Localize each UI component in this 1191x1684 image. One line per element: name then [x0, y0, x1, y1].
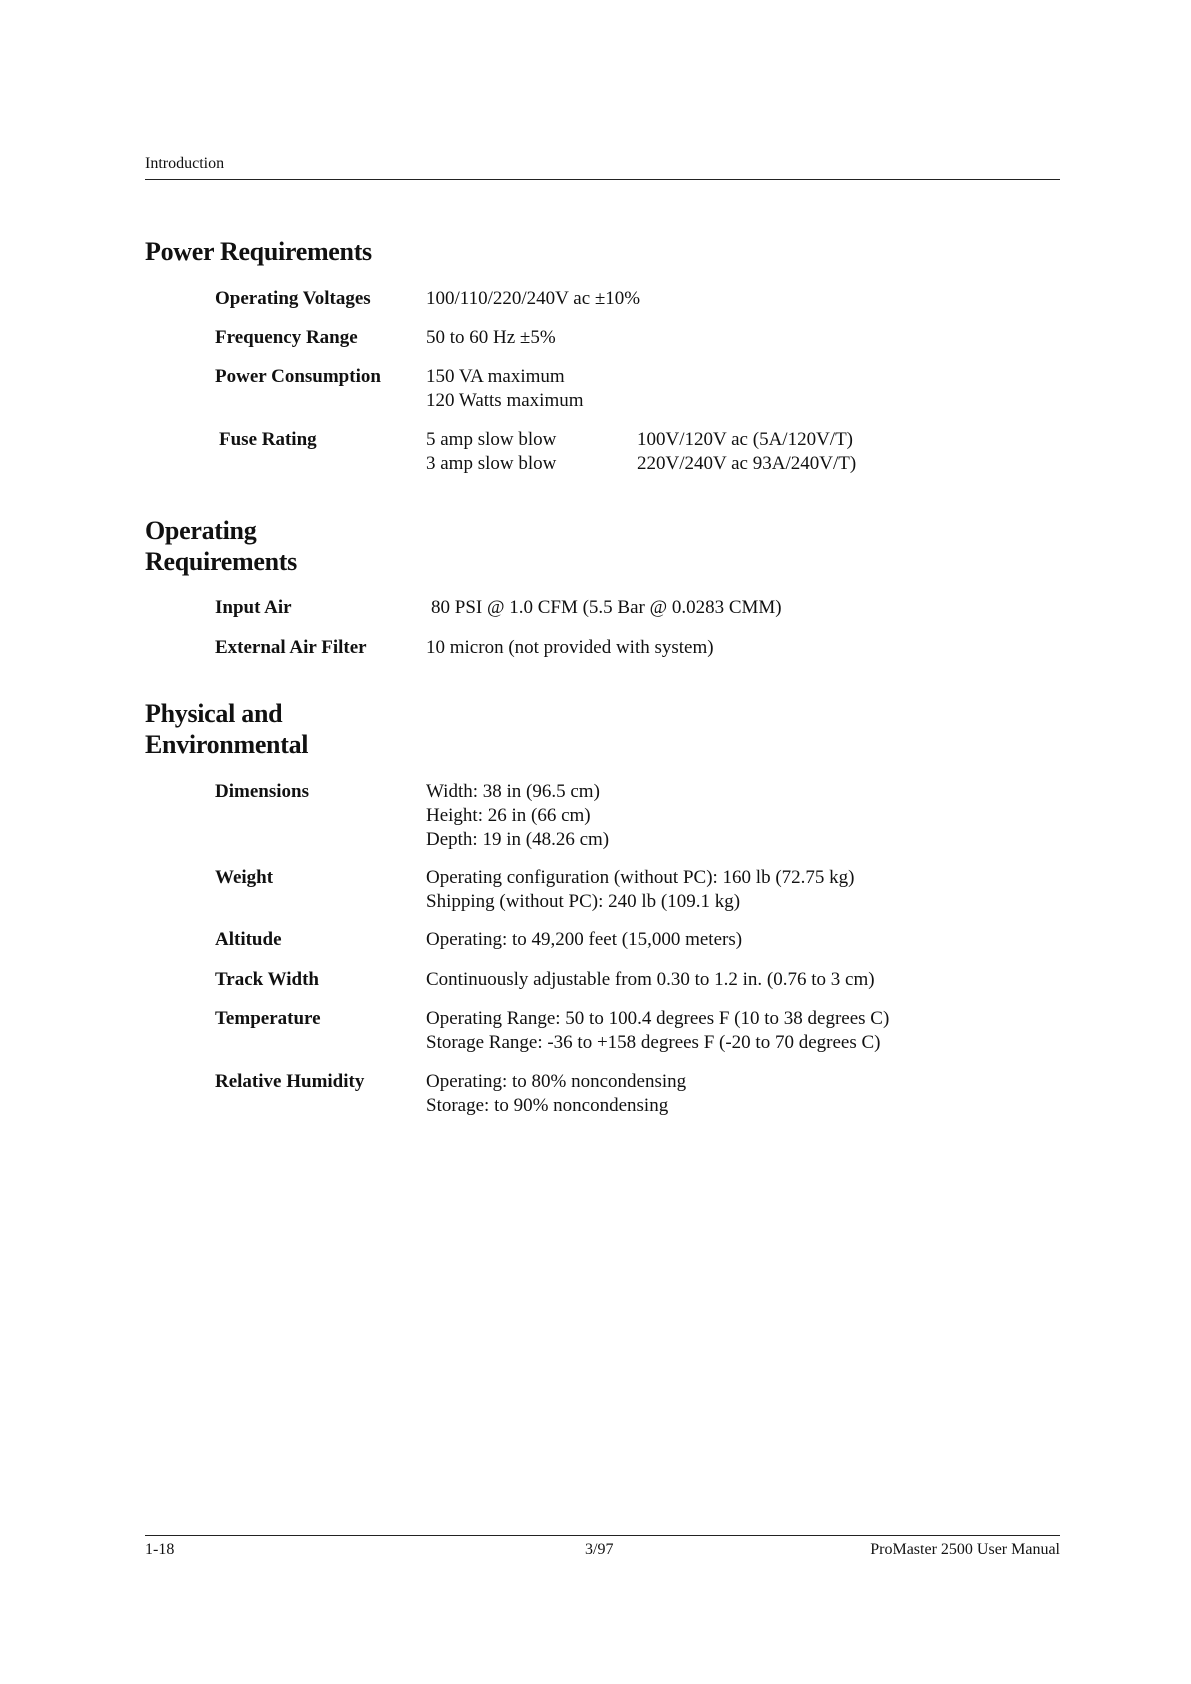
running-header: Introduction: [145, 155, 225, 172]
spec-label: Temperature: [215, 1008, 321, 1029]
spec-label: Dimensions: [215, 781, 309, 802]
spec-label: Operating Voltages: [215, 288, 371, 309]
spec-value: Continuously adjustable from 0.30 to 1.2 in. (0.76 to 3 cm): [426, 969, 875, 990]
revision-date: 3/97: [585, 1541, 614, 1558]
spec-value: Width: 38 in (96.5 cm): [426, 781, 600, 802]
spec-value: 50 to 60 Hz ±5%: [426, 327, 556, 348]
spec-value: Operating configuration (without PC): 160 lb (72.75 kg): [426, 867, 855, 888]
spec-label: Relative Humidity: [215, 1071, 365, 1092]
spec-value: Depth: 19 in (48.26 cm): [426, 829, 610, 850]
spec-value: 5 amp slow blow: [426, 429, 557, 450]
spec-label: Fuse Rating: [219, 429, 317, 450]
spec-note: 100V/120V ac (5A/120V/T): [637, 429, 854, 450]
spec-label: Input Air: [215, 597, 292, 618]
spec-label: Altitude: [215, 929, 282, 950]
spec-value: 3 amp slow blow: [426, 453, 557, 474]
spec-value: Operating Range: 50 to 100.4 degrees F (10 to 38 degrees C): [426, 1008, 890, 1029]
spec-value: Operating: to 49,200 feet (15,000 meters): [426, 929, 743, 950]
spec-label: Track Width: [215, 969, 319, 990]
manual-title: ProMaster 2500 User Manual: [870, 1541, 1060, 1558]
spec-value: Height: 26 in (66 cm): [426, 805, 591, 826]
section-title-physical: Physical and: [145, 699, 283, 728]
header-rule: [145, 179, 1060, 180]
section-title-physical: Environmental: [145, 730, 309, 759]
spec-label: External Air Filter: [215, 637, 367, 658]
spec-value: 120 Watts maximum: [426, 390, 584, 411]
spec-value: 100/110/220/240V ac ±10%: [426, 288, 641, 309]
spec-note: 220V/240V ac 93A/240V/T): [637, 453, 857, 474]
section-title-operating: Requirements: [145, 547, 297, 576]
section-title-power: Power Requirements: [145, 237, 372, 266]
section-title-operating: Operating: [145, 516, 257, 545]
page-number: 1-18: [145, 1541, 175, 1558]
spec-value: Storage: to 90% noncondensing: [426, 1095, 669, 1116]
spec-label: Weight: [215, 867, 274, 888]
spec-value: 10 micron (not provided with system): [426, 637, 714, 658]
spec-label: Power Consumption: [215, 366, 381, 387]
spec-value: Storage Range: -36 to +158 degrees F (-20 to 70 degrees C): [426, 1032, 881, 1053]
spec-value: 80 PSI @ 1.0 CFM (5.5 Bar @ 0.0283 CMM): [431, 597, 782, 618]
spec-value: Shipping (without PC): 240 lb (109.1 kg): [426, 891, 741, 912]
spec-label: Frequency Range: [215, 327, 358, 348]
spec-value: Operating: to 80% noncondensing: [426, 1071, 687, 1092]
spec-value: 150 VA maximum: [426, 366, 565, 387]
footer-rule: [145, 1535, 1060, 1536]
